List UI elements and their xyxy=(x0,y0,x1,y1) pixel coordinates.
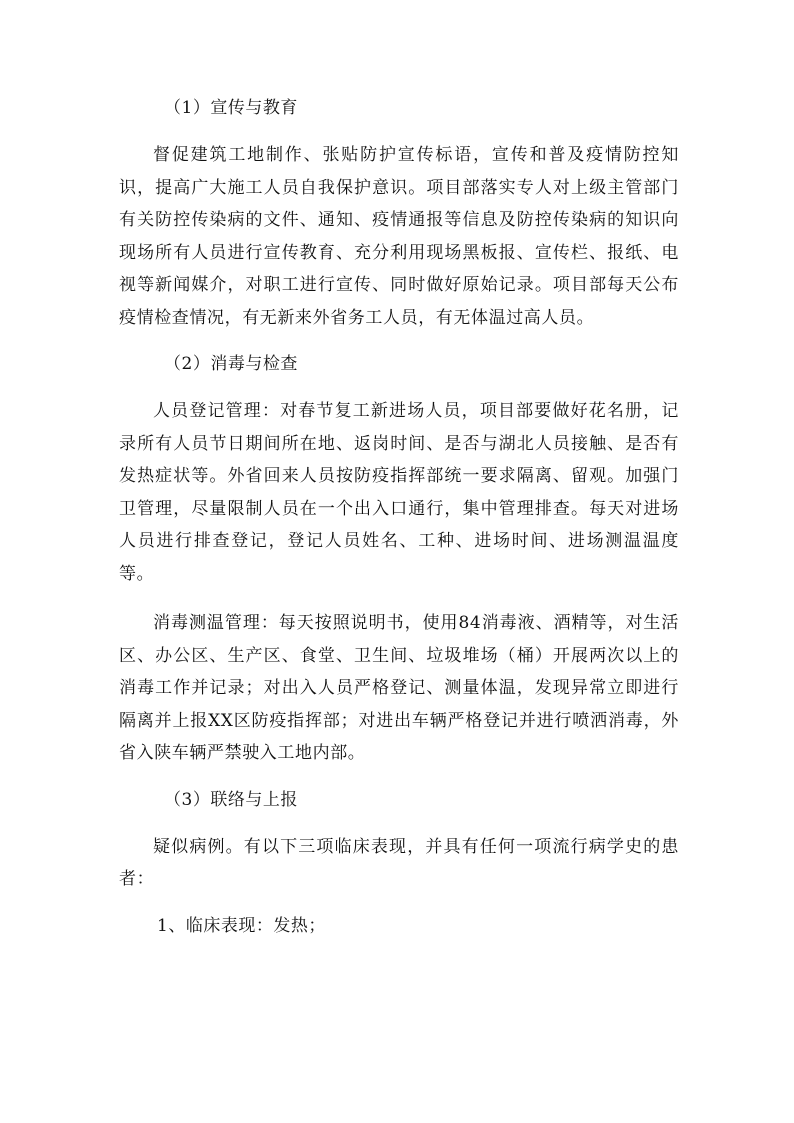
paragraph-suspected-cases: 疑似病例。有以下三项临床表现，并具有任何一项流行病学史的患者： xyxy=(119,836,679,889)
paragraph-publicity: 督促建筑工地制作、张贴防护宣传标语，宣传和普及疫情防控知识，提高广大施工人员自我保护意识。项目部落实专人对上级主管部门有关防控传染病的文件、通知、疫情通报等信息及防控传染病的知识向现场所有人员进行宣传教育、充分利用现场黑板报、宣传栏、报纸、电视等新闻媒介，对职工进行宣传、同时做好原始记录。项目部每天公布疫情检查情况，有无新来外省务工人员，有无体温过高人员。 xyxy=(119,145,679,328)
paragraph-personnel-registration: 人员登记管理：对春节复工新进场人员，项目部要做好花名册，记录所有人员节日期间所在地、返岗时间、是否与湖北人员接触、是否有发热症状等。外省回来人员按防疫指挥部统一要求隔离、留观。加强门卫管理，尽量限制人员在一个出入口通行，集中管理排查。每天对进场人员进行排查登记，登记人员姓名、工种、进场时间、进场测温温度等。 xyxy=(119,401,679,584)
section-heading-disinfection: （2）消毒与检查 xyxy=(164,354,298,374)
section-heading-publicity: （1）宣传与教育 xyxy=(164,98,298,118)
paragraph-disinfection-temperature: 消毒测温管理：每天按照说明书，使用84消毒液、酒精等，对生活区、办公区、生产区、食堂、卫生间、垃圾堆场（桶）开展两次以上的消毒工作并记录；对出入人员严格登记、测量体温，发现异常立即进行隔离并上报XX区防疫指挥部；对进出车辆严格登记并进行喷洒消毒，外省入陕车辆严禁驶入工地内部。 xyxy=(119,613,679,763)
section-heading-reporting: （3）联络与上报 xyxy=(164,789,298,810)
list-item-clinical-symptoms: 1、临床表现：发热； xyxy=(157,915,326,936)
document-body xyxy=(119,95,679,940)
